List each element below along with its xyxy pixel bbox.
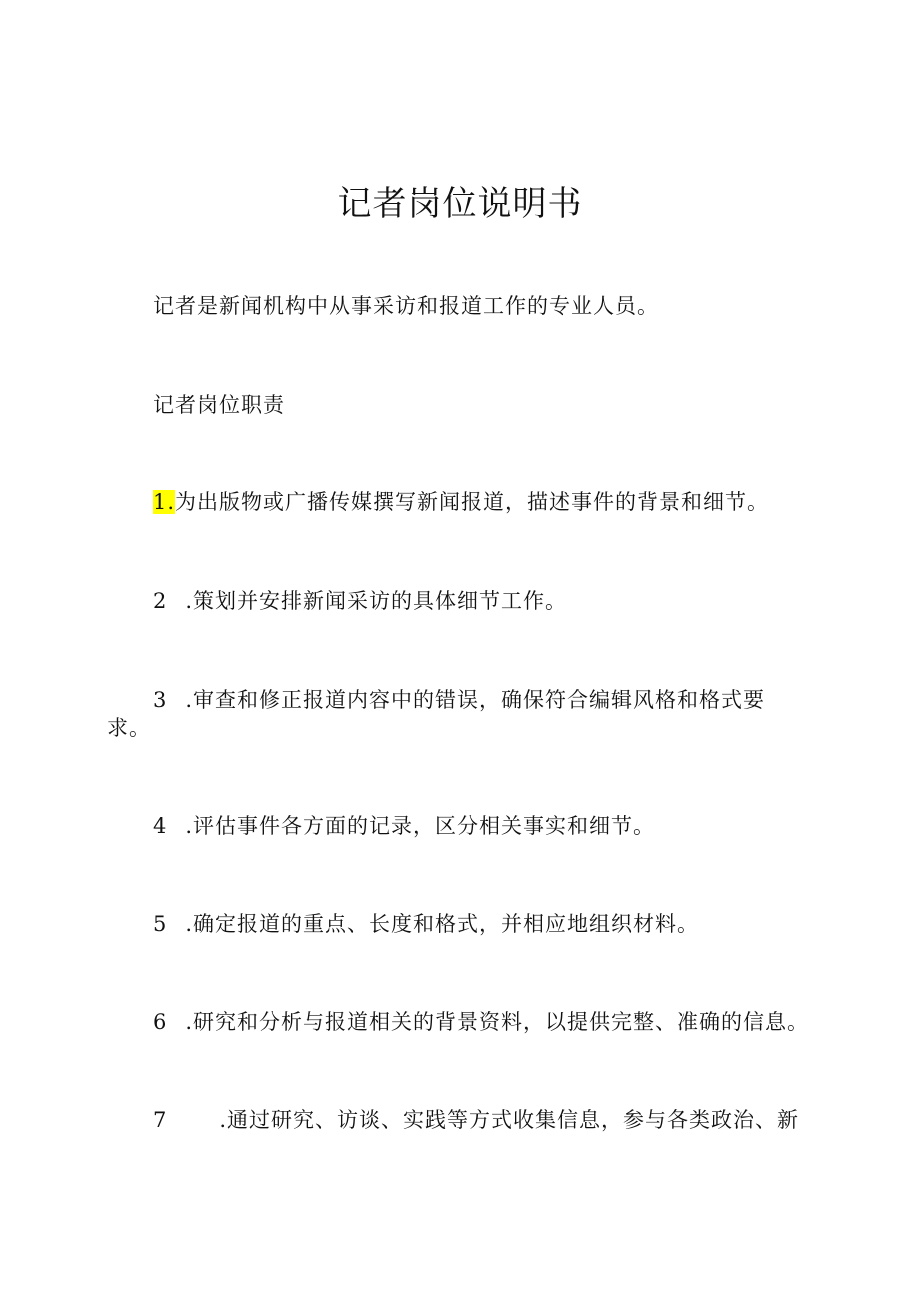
duty-item-3-continuation: 求。 [107, 716, 151, 740]
item-text: .审查和修正报道内容中的错误，确保符合编辑风格和格式要 [185, 688, 766, 712]
item-text: .评估事件各方面的记录，区分相关事实和细节。 [185, 814, 656, 838]
duty-item-6 [153, 1006, 809, 1036]
item-number: 2 [153, 589, 168, 613]
duty-item-2 [153, 585, 567, 615]
item-number: 6 [153, 1010, 168, 1034]
item-number: 4 [153, 814, 168, 838]
duty-item-4 [153, 810, 655, 840]
item-number: 7 [153, 1108, 168, 1132]
duty-item-3 [153, 684, 765, 714]
item-text: .研究和分析与报道相关的背景资料，以提供完整、准确的信息。 [185, 1010, 810, 1034]
duty-item-1 [153, 486, 769, 516]
item-text: .通过研究、访谈、实践等方式收集信息，参与各类政治、新 [219, 1108, 800, 1132]
duty-item-5 [153, 908, 699, 938]
item-number: 5 [153, 912, 168, 936]
intro-paragraph: 记者是新闻机构中从事采访和报道工作的专业人员。 [153, 294, 659, 318]
item-text: .确定报道的重点、长度和格式，并相应地组织材料。 [185, 912, 700, 936]
item-number-highlighted: 1. [153, 490, 176, 514]
document-title: 记者岗位说明书 [337, 184, 583, 224]
duty-item-7 [153, 1104, 799, 1134]
item-number: 3 [153, 688, 168, 712]
item-text: 为出版物或广播传媒撰写新闻报道，描述事件的背景和细节。 [175, 490, 770, 514]
section-heading: 记者岗位职责 [153, 393, 285, 417]
item-text: .策划并安排新闻采访的具体细节工作。 [185, 589, 568, 613]
